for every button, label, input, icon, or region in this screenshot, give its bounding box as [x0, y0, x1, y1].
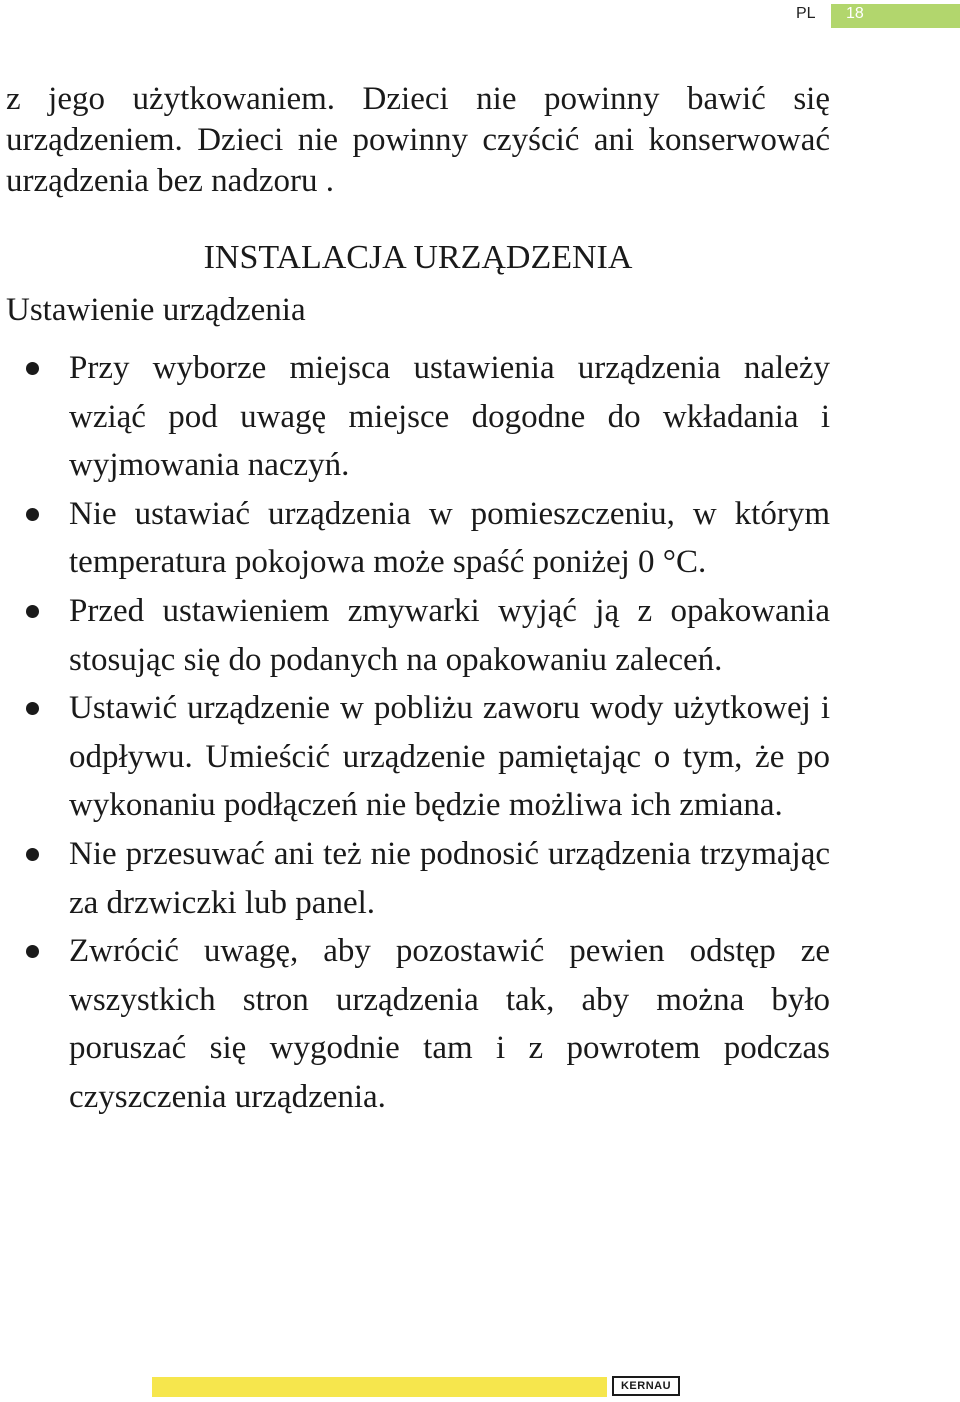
list-item [6, 344, 830, 490]
list-item [6, 927, 830, 1121]
bullet-icon [26, 945, 39, 958]
section-subtitle: Ustawienie urządzenia [6, 292, 306, 328]
bullet-icon [26, 702, 39, 715]
list-item [6, 587, 830, 684]
page-body [6, 79, 830, 1122]
section-title: INSTALACJA URZĄDZENIA [203, 239, 633, 276]
bullet-icon [26, 362, 39, 375]
list-item [6, 684, 830, 830]
list-item-text: Przy wyborze miejsca ustawienia urządzenia należy wziąć pod uwagę miejsce dogodne do wkładania i wyjmowania naczyń. [69, 350, 830, 484]
list-item-text: Zwrócić uwagę, aby pozostawić pewien odstęp ze wszystkich stron urządzenia tak, aby można było poruszać się wygodnie tam i z powrotem podczas czyszczenia urządzenia. [69, 933, 830, 1115]
instruction-list [6, 344, 830, 1122]
bullet-icon [26, 605, 39, 618]
list-item-text: Przed ustawieniem zmywarki wyjąć ją z opakowania stosując się do podanych na opakowaniu zaleceń. [69, 592, 830, 678]
page-number: 18 [846, 5, 864, 22]
list-item [6, 490, 830, 587]
bullet-icon [26, 848, 39, 861]
list-item-text: Ustawić urządzenie w pobliżu zaworu wody użytkowej i odpływu. Umieścić urządzenie pamiętając o tym, że po wykonaniu podłączeń nie będzie możliwa ich zmiana. [69, 690, 830, 824]
list-item [6, 830, 830, 927]
list-item-text: Nie ustawiać urządzenia w pomieszczeniu, w którym temperatura pokojowa może spaść poniżej 0 °C. [69, 495, 830, 581]
list-item-text: Nie przesuwać ani też nie podnosić urządzenia trzymając za drzwiczki lub panel. [69, 835, 830, 921]
bullet-icon [26, 508, 39, 521]
intro-paragraph: z jego użytkowaniem. Dzieci nie powinny bawić się urządzeniem. Dzieci nie powinny czyścić ani konserwować urządzenia bez nadzoru . [6, 81, 830, 199]
footer-stripe [152, 1377, 607, 1397]
brand-logo: KERNAU [612, 1376, 680, 1396]
language-code: PL [796, 5, 816, 22]
